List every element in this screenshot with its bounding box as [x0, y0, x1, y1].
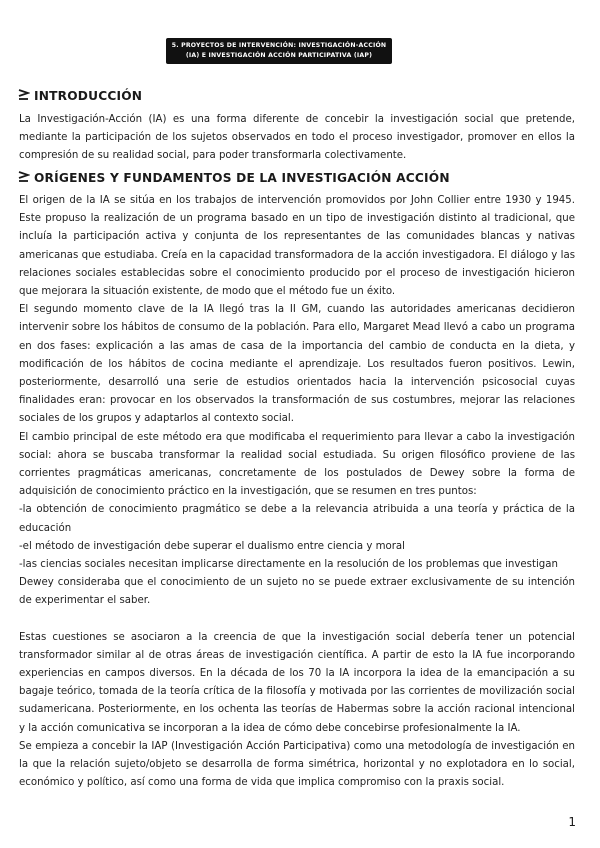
- intro-paragraph-block: [19, 111, 575, 166]
- heading-origenes-text: ORÍGENES Y FUNDAMENTOS DE LA INVESTIGACIÓN ACCIÓN: [34, 171, 450, 185]
- heading-origenes: [18, 170, 450, 187]
- paragraph-iap: Se empieza a concebir la IAP (Investigación Acción Participativa) como una metodología de investigación en la que la relación sujeto/objeto se desarrolla de forma simétrica, horizontal y no explotadora en lo social, económico y político, así como una forma de vida que implica compromiso con la praxis social.: [19, 740, 575, 789]
- heading-arrow-icon: [18, 88, 30, 105]
- paragraph-mead-lewin: El segundo momento clave de la IA llegó tras la II GM, cuando las autoridades americanas decidieron intervenir sobre los hábitos de consumo de la población. Para ello, Margaret Mead llevó a cabo un programa en dos fases: explicación a las amas de casa de la importancia del cambio de conducta en la dieta, y modificación de los hábitos de cocina mediante el aprendizaje. Los resultados fueron positivos. Lewin, posteriormente, desarrolló una serie de estudios orientados hacia la intervención psicosocial cuyas finalidades eran: provocar en los observados la transformación de sus costumbres, mejorar las relaciones sociales de los grupos y adaptarlos al contexto social.: [19, 304, 575, 425]
- banner-line-1: 5. PROYECTOS DE INTERVENCIÓN: INVESTIGACIÓN-ACCIÓN: [171, 42, 387, 49]
- paragraph-collier: El origen de la IA se sitúa en los trabajos de intervención promovidos por John Collier entre 1930 y 1945. Este propuso la realización de un programa basado en un tipo de investigación distinto al tradicional, que incluía la participación activa y conjunta de los representantes de las comunidades blancas y nativas americanas que estudiaba. Creía en la capacidad transformadora de la acción investigadora. El diálogo y las relaciones sociales establecidas sobre el conocimiento producido por el proceso de investigación hicieron que mejorara la situación existente, de modo que el método fue un éxito.: [19, 195, 575, 298]
- page-number: 1: [568, 815, 576, 829]
- intro-paragraph: La Investigación-Acción (IA) es una forma diferente de concebir la investigación social que pretende, mediante la participación de los sujetos observados en todo el proceso investigador, promover en ellos la compresión de su realidad social, para poder transformarla colectivamente.: [19, 114, 575, 162]
- origenes-body: [19, 192, 575, 793]
- heading-introduccion-text: INTRODUCCIÓN: [34, 89, 143, 103]
- section-banner: [166, 38, 392, 64]
- paragraph-dewey: Dewey consideraba que el conocimiento de un sujeto no se puede extraer exclusivamente de su intención de experimentar el saber.: [19, 577, 575, 607]
- list-item: -las ciencias sociales necesitan implicarse directamente en la resolución de los problemas que investigan: [19, 559, 558, 571]
- paragraph-creencia: Estas cuestiones se asociaron a la creencia de que la investigación social debería tener un potencial transformador similar al de otras áreas de investigación científica. A partir de esto la IA fue incorporando experiencias en campos diversos. En la década de los 70 la IA incorpora la idea de la emancipación a su bagaje teórico, tomada de la teoría crítica de la filosofía y motivada por las corrientes de movilización social sudamericana. Posteriormente, en los ochenta las teorías de Habermas sobre la acción racional intencional y la acción comunicativa se incorporan a la idea de cómo debe concebirse profesionalmente la IA.: [19, 631, 575, 734]
- list-item: -el método de investigación debe superar el dualismo entre ciencia y moral: [19, 540, 406, 552]
- list-item: -la obtención de conocimiento pragmático se debe a la relevancia atribuida a una teoría y práctica de la educación: [19, 504, 575, 534]
- heading-introduccion: [18, 88, 142, 105]
- heading-arrow-icon: [18, 170, 30, 187]
- paragraph-cambio: El cambio principal de este método era que modificaba el requerimiento para llevar a cabo la investigación social: ahora se buscaba transformar la realidad social estudiada. Su origen filosófico proviene de las corrientes pragmáticas americanas, concretamente de los postulados de Dewey sobre la forma de adquisición de conocimiento práctico en la investigación, que se resumen en tres puntos:: [19, 431, 575, 498]
- banner-line-2: (IA) E INVESTIGACIÓN ACCIÓN PARTICIPATIVA (IAP): [185, 52, 373, 59]
